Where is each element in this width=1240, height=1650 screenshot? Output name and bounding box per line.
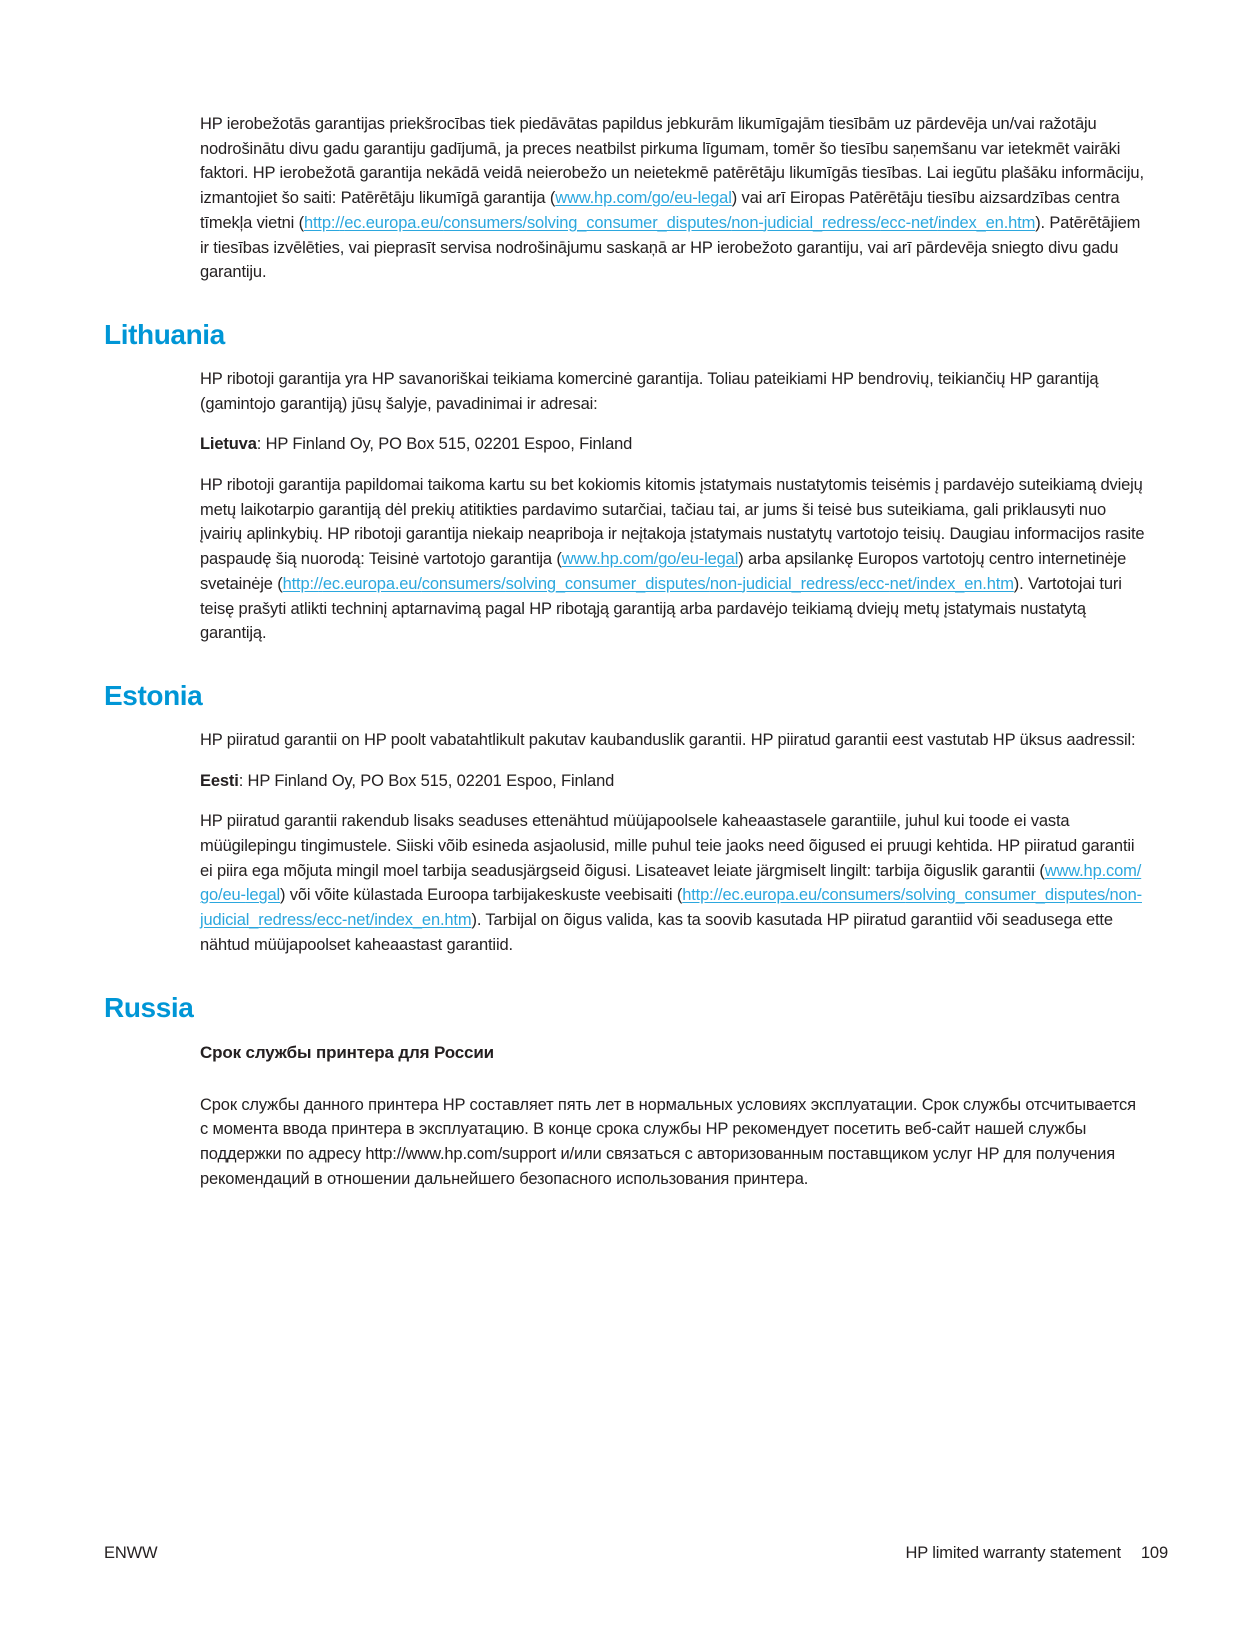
text-run: ) või võite külastada Euroopa tarbijakeskuste veebisaiti ( — [280, 886, 683, 905]
inline-link[interactable]: www.hp.com/go/eu-legal — [200, 861, 1142, 905]
bold-text-run: Eesti — [200, 771, 239, 790]
russia-heading: Russia — [104, 991, 194, 1023]
text-run: ). Patērētājiem ir tiesības izvēlēties, vai pieprasīt servisa nodrošinājumu saskaņā ar HP ierobežoto garantiju, vai arī pārdevēja sniegto divu gadu garantiju. — [200, 213, 1141, 282]
estonia-address-line — [200, 769, 1145, 794]
text-run: : HP Finland Oy, PO Box 515, 02201 Espoo, Finland — [256, 435, 633, 454]
text-run: ). Vartotojai turi teisę prašyti atlikti techninį aptarnavimą pagal HP ribotąją garantiją arba pardavėjo teikiamą dviejų metų įstatymais nustatytą garantiją. — [200, 574, 1122, 643]
inline-link[interactable]: http://ec.europa.eu/consumers/solving_consumer_disputes/non-judicial_redress/ecc-net/index_en.htm — [303, 213, 1036, 232]
estonia-details-paragraph — [200, 809, 1145, 957]
text-run: HP ribotoji garantija papildomai taikoma kartu su bet kokiomis kitomis įstatymais nustatytomis teisėmis į pardavėjo suteikiamą dviejų metų laikotarpio garantiją dėl prekių atitikties pardavimo sutarčiai, tačiau tai, ar jums ši teisė bus suteikiama, gali priklausyti nuo įvairių aplinkybių. HP ribotoji garantija niekaip neapriboja ir neįtakoja įstatymais nustatytų vartotojo teisių. Daugiau informacijos rasite paspaudę šią nuorodą: Teisinė vartotojo garantija ( — [200, 476, 1145, 569]
text-run: ) vai arī Eiropas Patērētāju tiesību aizsardzības centra tīmekļa vietni ( — [200, 189, 1120, 232]
latvia-warranty-paragraph — [200, 112, 1145, 285]
document-body — [104, 112, 1145, 1207]
estonia-heading: Estonia — [104, 679, 203, 711]
footer — [104, 1544, 1168, 1563]
lithuania-address-line — [200, 432, 1145, 457]
footer-right — [905, 1544, 1168, 1563]
text-run: : HP Finland Oy, PO Box 515, 02201 Espoo, Finland — [238, 771, 615, 790]
text-run: Срок службы данного принтера HP составляет пять лет в нормальных условиях эксплуатации. Срок службы отсчитывается с момента ввода принтера в эксплуатацию. В конце срока службы HP рекомендует посетить веб-сайт нашей службы поддержки по адресу http://www.hp.com/support и/или связаться с авторизованным поставщиком услуг HP для получения рекомендаций в отношении дальнейшего безопасного использования принтера. — [200, 1095, 1136, 1188]
estonia-intro-paragraph — [200, 728, 1145, 753]
inline-link[interactable]: http://ec.europa.eu/consumers/solving_consumer_disputes/non-judicial_redress/ecc-net/index_en.htm — [200, 886, 1142, 930]
inline-link[interactable]: www.hp.com/go/eu-legal — [561, 550, 739, 569]
russia-details-paragraph — [200, 1093, 1145, 1192]
inline-link[interactable]: www.hp.com/go/eu-legal — [555, 189, 732, 208]
text-run: HP ierobežotās garantijas priekšrocības tiek piedāvātas papildus jebkurām likumīgajām tiesībām uz pārdevēja un/vai ražotāju nodrošinātu divu gadu garantiju gadījumā, ja preces neatbilst pirkuma līgumam, tomēr šo tiesību saņemšanu var ietekmēt vairāki faktori. HP ierobežotā garantija nekādā veidā neierobežo un neietekmē patērētāju likumīgās tiesības. Lai iegūtu plašāku informāciju, izmantojiet šo saiti: Patērētāju likumīgā garantija ( — [200, 115, 1144, 208]
lithuania-heading: Lithuania — [104, 318, 225, 350]
text-run: ) arba apsilankę Europos vartotojų centro internetinėje svetainėje ( — [200, 550, 1127, 593]
lithuania-intro-paragraph — [200, 367, 1145, 416]
inline-link[interactable]: http://ec.europa.eu/consumers/solving_consumer_disputes/non-judicial_redress/ecc-net/index_en.htm — [282, 574, 1014, 593]
text-run: HP ribotoji garantija yra HP savanoriškai teikiama komercinė garantija. Toliau pateikiami HP bendrovių, teikiančių HP garantiją (gamintojo garantiją) jūsų šalyje, pavadinimai ir adresai: — [200, 369, 1099, 413]
text-run: HP piiratud garantii on HP poolt vabatahtlikult pakutav kaubanduslik garantii. HP piiratud garantii eest vastutab HP üksus aadressil: — [200, 730, 1136, 749]
bold-text-run: Lietuva — [200, 435, 257, 454]
text-run: HP piiratud garantii rakendub lisaks seaduses ettenähtud müüjapoolsele kaheaastasele garantiile, juhul kui toode ei vasta müügilepingu tingimustele. Siiski võib esineda asjaolusid, mille puhul teie jaoks need õigused ei pruugi kehtida. HP piiratud garantii ei piira ega mõjuta mingil moel tarbija seadusjärgseid õigusi. Lisateavet leiate järgmiselt lingilt: tarbija õiguslik garantii ( — [200, 812, 1135, 880]
text-run: ). Tarbijal on õigus valida, kas ta soovib kasutada HP piiratud garantiid või seadusega ette nähtud müüjapoolset kaheaastast garantiid. — [200, 911, 1113, 954]
footer-left-label: ENWW — [104, 1544, 158, 1562]
footer-page-number: 109 — [1140, 1544, 1168, 1562]
footer-document-title: HP limited warranty statement — [905, 1544, 1121, 1562]
russia-subheading: Срок службы принтера для России — [200, 1042, 494, 1062]
lithuania-details-paragraph — [200, 473, 1145, 646]
